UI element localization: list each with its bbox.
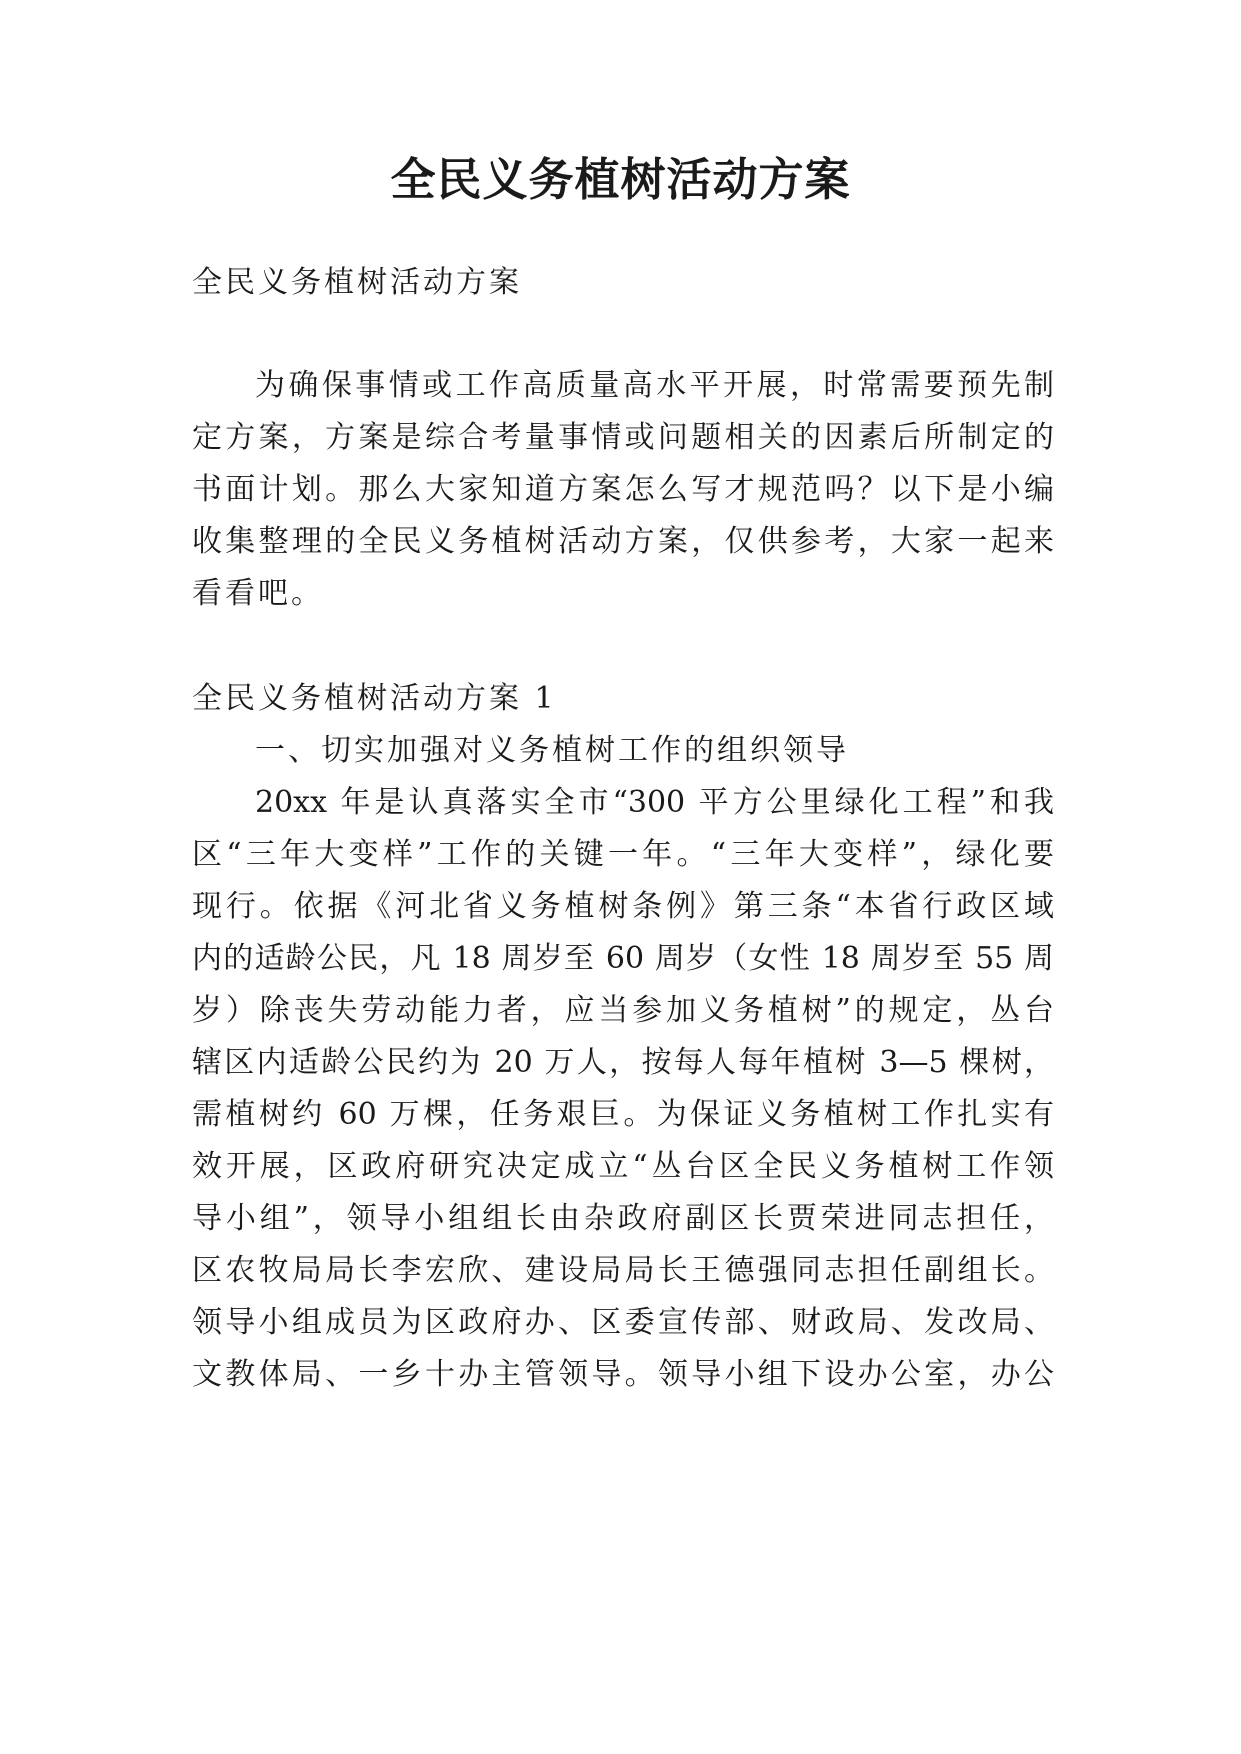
body-line: 领导小组成员为区政府办、区委宣传部、财政局、发改局、 (192, 1305, 1054, 1340)
body-line: 导小组”，领导小组组长由杂政府副区长贾荣进同志担任， (192, 1201, 1054, 1236)
body-line: 辖区内适龄公民约为 20 万人，按每人每年植树 3—5 棵树， (192, 1045, 1054, 1080)
body-line: 效开展，区政府研究决定成立“丛台区全民义务植树工作领 (192, 1149, 1054, 1184)
intro-line: 书面计划。那么大家知道方案怎么写才规范吗？以下是小编 (192, 472, 1054, 507)
section-title: 全民义务植树活动方案 1 (192, 681, 557, 716)
document-title: 全民义务植树活动方案 (390, 153, 851, 206)
body-line: 岁）除丧失劳动能力者，应当参加义务植树”的规定，丛台 (192, 993, 1054, 1028)
body-line: 内的适龄公民，凡 18 周岁至 60 周岁（女性 18 周岁至 55 周 (192, 941, 1054, 976)
intro-line: 看看吧。 (192, 576, 324, 611)
section-heading: 一、切实加强对义务植树工作的组织领导 (255, 733, 849, 768)
body-line: 现行。依据《河北省义务植树条例》第三条“本省行政区域 (192, 889, 1054, 924)
body-line: 20xx 年是认真落实全市“300 平方公里绿化工程”和我 (255, 785, 1054, 820)
intro-line: 为确保事情或工作高质量高水平开展，时常需要预先制 (255, 368, 1054, 403)
body-line: 文教体局、一乡十办主管领导。领导小组下设办公室，办公 (192, 1357, 1054, 1392)
intro-line: 收集整理的全民义务植树活动方案，仅供参考，大家一起来 (192, 524, 1054, 559)
body-line: 区“三年大变样”工作的关键一年。“三年大变样”，绿化要 (192, 837, 1054, 872)
document-subtitle: 全民义务植树活动方案 (192, 265, 522, 300)
body-line: 需植树约 60 万棵，任务艰巨。为保证义务植树工作扎实有 (192, 1097, 1054, 1132)
intro-line: 定方案，方案是综合考量事情或问题相关的因素后所制定的 (192, 420, 1054, 455)
body-line: 区农牧局局长李宏欣、建设局局长王德强同志担任副组长。 (192, 1253, 1054, 1288)
